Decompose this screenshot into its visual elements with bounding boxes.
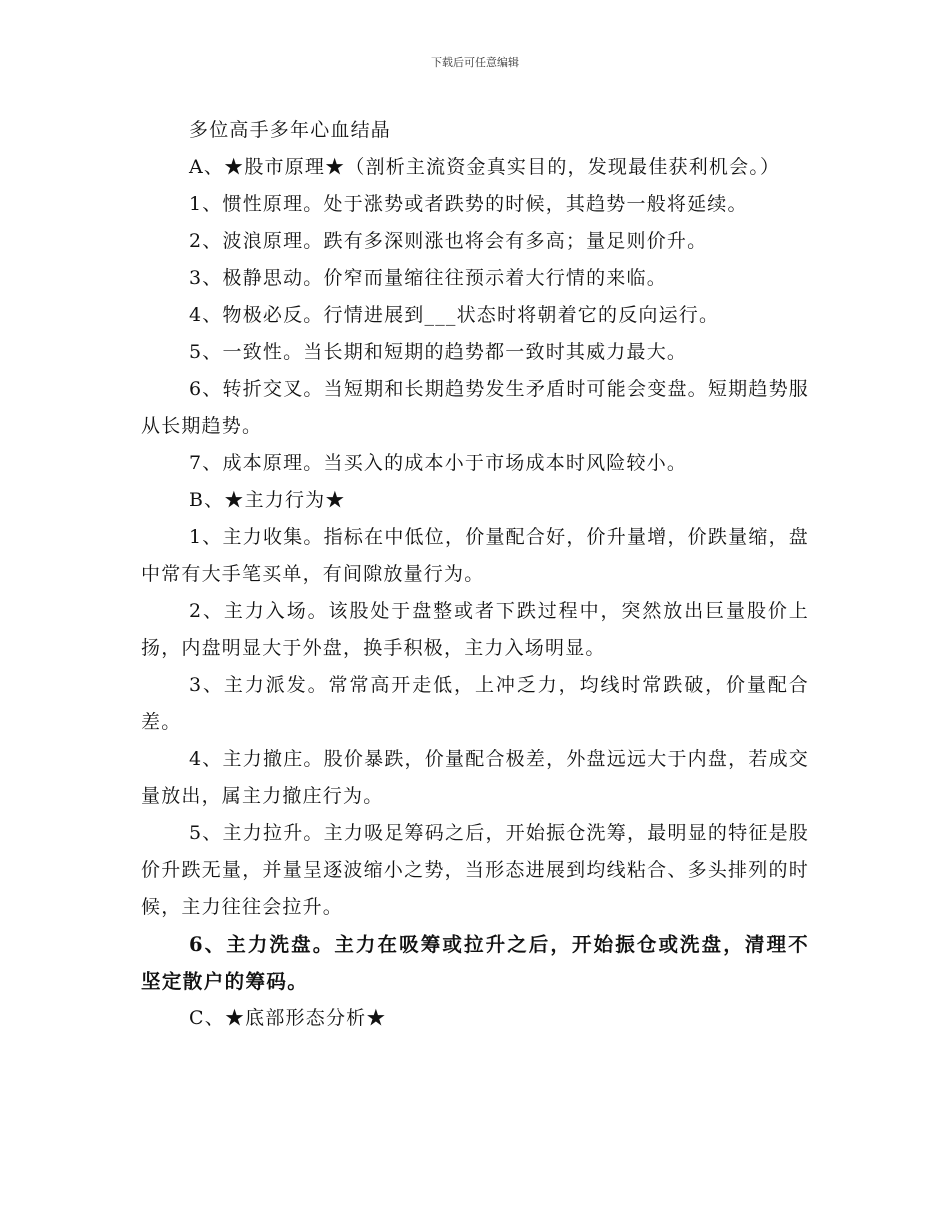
- list-item: 4、主力撤庄。股价暴跌，价量配合极差，外盘远远大于内盘，若成交量放出，属主力撤庄行为。: [141, 748, 809, 807]
- list-item: 3、极静思动。价窄而量缩往往预示着大行情的来临。: [189, 267, 667, 289]
- section-heading-b: B、★主力行为★: [189, 489, 346, 511]
- list-item: 1、惯性原理。处于涨势或者跌势的时候，其趋势一般将延续。: [189, 193, 748, 215]
- list-item: 3、主力派发。常常高开走低，上冲乏力，均线时常跌破，价量配合差。: [141, 674, 809, 733]
- document-intro: 多位高手多年心血结晶: [189, 119, 392, 141]
- section-heading-c: C、★底部形态分析★: [189, 1007, 387, 1029]
- document-body: [141, 112, 809, 1037]
- list-item: 2、波浪原理。跌有多深则涨也将会有多高；量足则价升。: [189, 230, 708, 252]
- list-item: 4、物极必反。行情进展到___状态时将朝着它的反向运行。: [189, 304, 720, 326]
- list-item-bold: 6、主力洗盘。主力在吸筹或拉升之后，开始振仓或洗盘，清理不坚定散户的筹码。: [141, 933, 809, 993]
- section-heading-a: A、★股市原理★（剖析主流资金真实目的，发现最佳获利机会。）: [189, 156, 781, 178]
- list-item: 5、主力拉升。主力吸足筹码之后，开始振仓洗筹，最明显的特征是股价升跌无量，并量呈逐波缩小之势，当形态进展到均线粘合、多头排列的时候，主力往往会拉升。: [141, 822, 809, 918]
- list-item: 2、主力入场。该股处于盘整或者下跌过程中，突然放出巨量股价上扬，内盘明显大于外盘，换手积极，主力入场明显。: [141, 600, 809, 659]
- list-item: 6、转折交叉。当短期和长期趋势发生矛盾时可能会变盘。短期趋势服从长期趋势。: [141, 378, 809, 437]
- list-item: 7、成本原理。当买入的成本小于市场成本时风险较小。: [189, 452, 688, 474]
- page-header-note: 下载后可任意编辑: [431, 56, 519, 69]
- list-item: 5、一致性。当长期和短期的趋势都一致时其威力最大。: [189, 341, 688, 363]
- list-item: 1、主力收集。指标在中低位，价量配合好，价升量增，价跌量缩，盘中常有大手笔买单，有间隙放量行为。: [141, 526, 809, 585]
